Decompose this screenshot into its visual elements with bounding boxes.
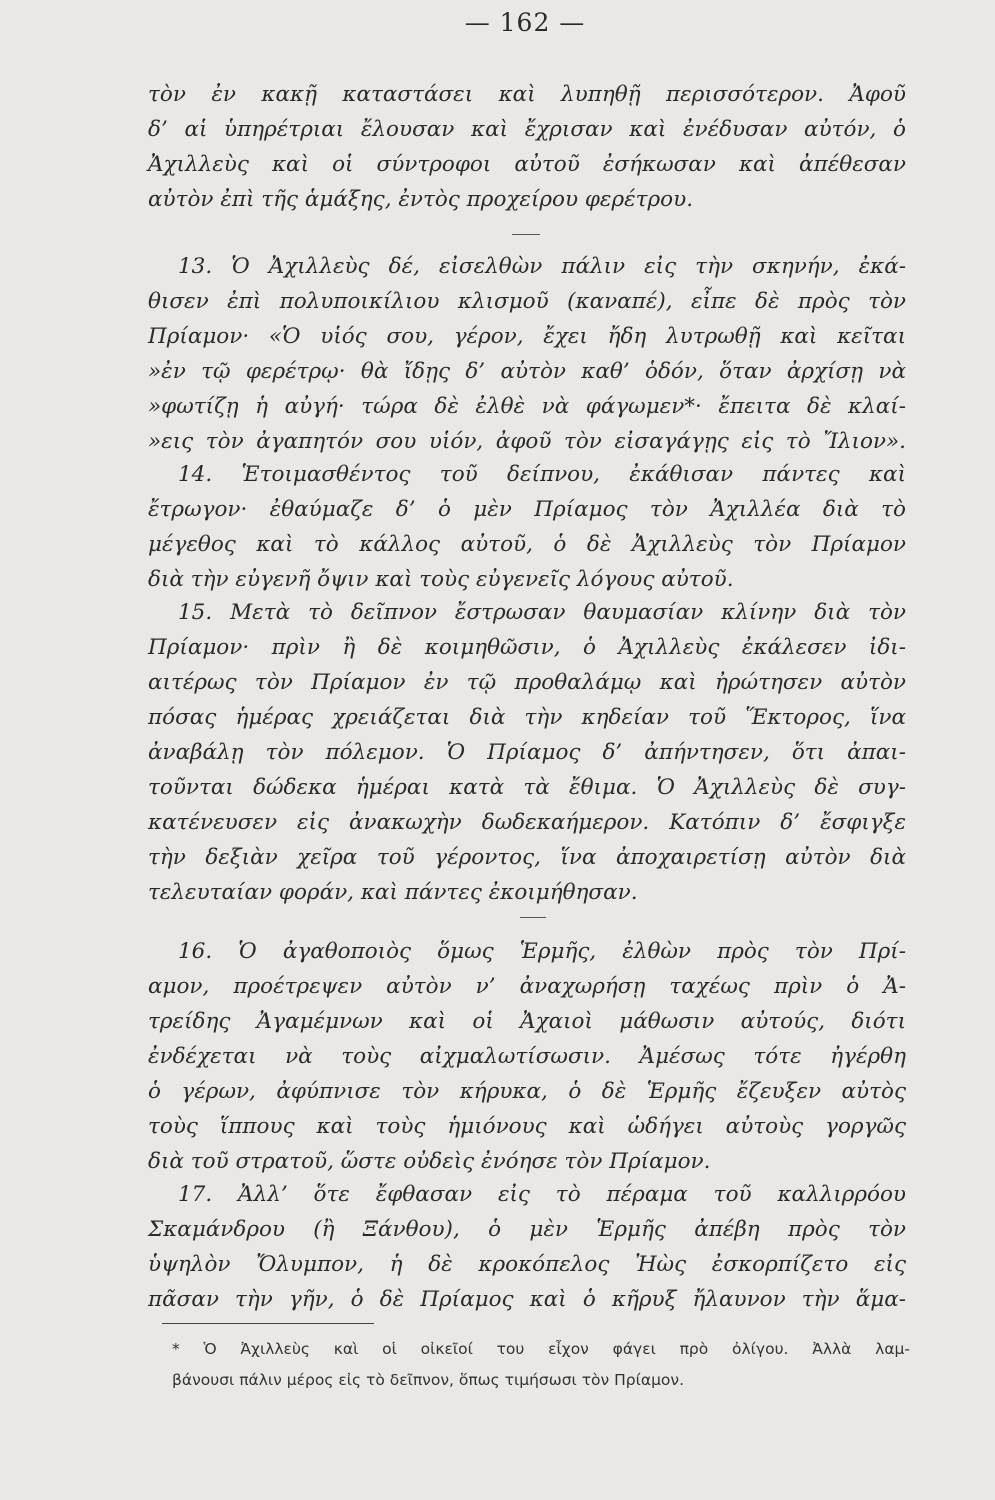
text-line: τὴν δεξιὰν χεῖρα τοῦ γέροντος, ἵνα ἀποχαιρετίσῃ αὐτὸν διὰ xyxy=(148,845,906,870)
text-line: διὰ τὴν εὐγενῆ ὄψιν καὶ τοὺς εὐγενεῖς λόγους αὐτοῦ. xyxy=(148,567,734,592)
text-line: Ἀχιλλεὺς καὶ οἱ σύντροφοι αὐτοῦ ἐσήκωσαν καὶ ἀπέθεσαν xyxy=(148,152,906,177)
footnote-line: βάνουσι πάλιν μέρος εἰς τὸ δεῖπνον, ὅπως τιμήσωσι τὸν Πρίαμον. xyxy=(172,1371,684,1389)
footnote-line: * Ὁ Ἀχιλλεὺς καὶ οἱ οἰκεῖοί του εἶχον φάγει πρὸ ὀλίγου. Ἀλλὰ λαμ- xyxy=(172,1340,910,1358)
text-line: τελευταίαν φοράν, καὶ πάντες ἐκοιμήθησαν. xyxy=(148,880,638,905)
text-line: ὁ γέρων, ἀφύπνισε τὸν κήρυκα, ὁ δὲ Ἑρμῆς ἔζευξεν αὐτὸς xyxy=(148,1079,906,1104)
text-line: τρείδης Ἀγαμέμνων καὶ οἱ Ἀχαιοὶ μάθωσιν αὐτούς, διότι xyxy=(148,1009,906,1034)
text-line: ἐνδέχεται νὰ τοὺς αἰχμαλωτίσωσιν. Ἀμέσως τότε ἠγέρθη xyxy=(148,1044,906,1069)
text-line: δ’ αἱ ὑπηρέτριαι ἔλουσαν καὶ ἔχρισαν καὶ ἐνέδυσαν αὐτόν, ὁ xyxy=(148,117,906,142)
text-line: 13. Ὁ Ἀχιλλεὺς δέ, εἰσελθὼν πάλιν εἰς τὴν σκηνήν, ἐκά- xyxy=(178,254,906,279)
text-line: ὑψηλὸν Ὄλυμπον, ἡ δὲ κροκόπελος Ἠὼς ἐσκορπίζετο εἰς xyxy=(148,1252,906,1277)
page-number: — 162 — xyxy=(464,8,586,37)
text-line: 17. Ἀλλ’ ὅτε ἔφθασαν εἰς τὸ πέραμα τοῦ καλλιρρόου xyxy=(178,1182,906,1207)
section-separator xyxy=(512,234,540,235)
text-line: »ἐν τῷ φερέτρῳ· θὰ ἴδῃς δ’ αὐτὸν καθ’ ὁδόν, ὅταν ἀρχίσῃ νὰ xyxy=(148,359,906,384)
text-line: ἔτρωγον· ἐθαύμαζε δ’ ὁ μὲν Πρίαμος τὸν Ἀχιλλέα διὰ τὸ xyxy=(148,497,906,522)
text-line: αὐτὸν ἐπὶ τῆς ἁμάξης, ἐντὸς προχείρου φερέτρου. xyxy=(148,187,694,212)
text-line: 15. Μετὰ τὸ δεῖπνον ἔστρωσαν θαυμασίαν κλίνην διὰ τὸν xyxy=(178,600,906,625)
text-line: πόσας ἡμέρας χρειάζεται διὰ τὴν κηδείαν τοῦ Ἕκτορος, ἵνα xyxy=(148,705,906,730)
text-line: ἀναβάλῃ τὸν πόλεμον. Ὁ Πρίαμος δ’ ἀπήντησεν, ὅτι ἀπαι- xyxy=(148,740,906,765)
text-line: »εις τὸν ἀγαπητόν σου υἱόν, ἀφοῦ τὸν εἰσαγάγῃς εἰς τὸ Ἴλιον». xyxy=(148,429,906,454)
footnote-rule xyxy=(162,1323,374,1324)
section-separator xyxy=(520,917,546,918)
text-line: Πρίαμον· «Ὁ υἱός σου, γέρον, ἔχει ἤδη λυτρωθῇ καὶ κεῖται xyxy=(148,324,906,349)
text-line: αμον, προέτρεψεν αὐτὸν ν’ ἀναχωρήσῃ ταχέως πρὶν ὁ Ἀ- xyxy=(148,974,906,999)
text-line: τοῦνται δώδεκα ἡμέραι κατὰ τὰ ἔθιμα. Ὁ Ἀχιλλεὺς δὲ συγ- xyxy=(148,775,906,800)
text-line: μέγεθος καὶ τὸ κάλλος αὐτοῦ, ὁ δὲ Ἀχιλλεὺς τὸν Πρίαμον xyxy=(148,532,906,557)
text-line: κατένευσεν εἰς ἀνακωχὴν δωδεκαήμερον. Κατόπιν δ’ ἔσφιγξε xyxy=(148,810,906,835)
text-line: 16. Ὁ ἀγαθοποιὸς ὅμως Ἑρμῆς, ἐλθὼν πρὸς τὸν Πρί- xyxy=(178,939,906,964)
text-line: θισεν ἐπὶ πολυποικίλιου κλισμοῦ (καναπέ), εἶπε δὲ πρὸς τὸν xyxy=(148,289,906,314)
text-line: αιτέρως τὸν Πρίαμον ἐν τῷ προθαλάμῳ καὶ ἠρώτησεν αὐτὸν xyxy=(148,670,906,695)
text-line: τὸν ἐν κακῇ καταστάσει καὶ λυπηθῇ περισσότερον. Ἀφοῦ xyxy=(148,82,906,107)
text-line: τοὺς ἵππους καὶ τοὺς ἡμιόνους καὶ ὡδήγει αὐτοὺς γοργῶς xyxy=(148,1114,906,1139)
text-line: »φωτίζῃ ἡ αὐγή· τώρα δὲ ἐλθὲ νὰ φάγωμεν*· ἔπειτα δὲ κλαί- xyxy=(148,394,906,419)
text-line: 14. Ἑτοιμασθέντος τοῦ δείπνου, ἐκάθισαν πάντες καὶ xyxy=(178,462,906,487)
text-line: διὰ τοῦ στρατοῦ, ὥστε οὐδεὶς ἐνόησε τὸν Πρίαμον. xyxy=(148,1149,711,1174)
text-line: πᾶσαν τὴν γῆν, ὁ δὲ Πρίαμος καὶ ὁ κῆρυξ ἤλαυνον τὴν ἅμα- xyxy=(148,1287,906,1312)
text-line: Σκαμάνδρου (ἢ Ξάνθου), ὁ μὲν Ἑρμῆς ἀπέβη πρὸς τὸν xyxy=(148,1217,906,1242)
text-line: Πρίαμον· πρὶν ἢ δὲ κοιμηθῶσιν, ὁ Ἀχιλλεὺς ἐκάλεσεν ἰδι- xyxy=(148,635,906,660)
